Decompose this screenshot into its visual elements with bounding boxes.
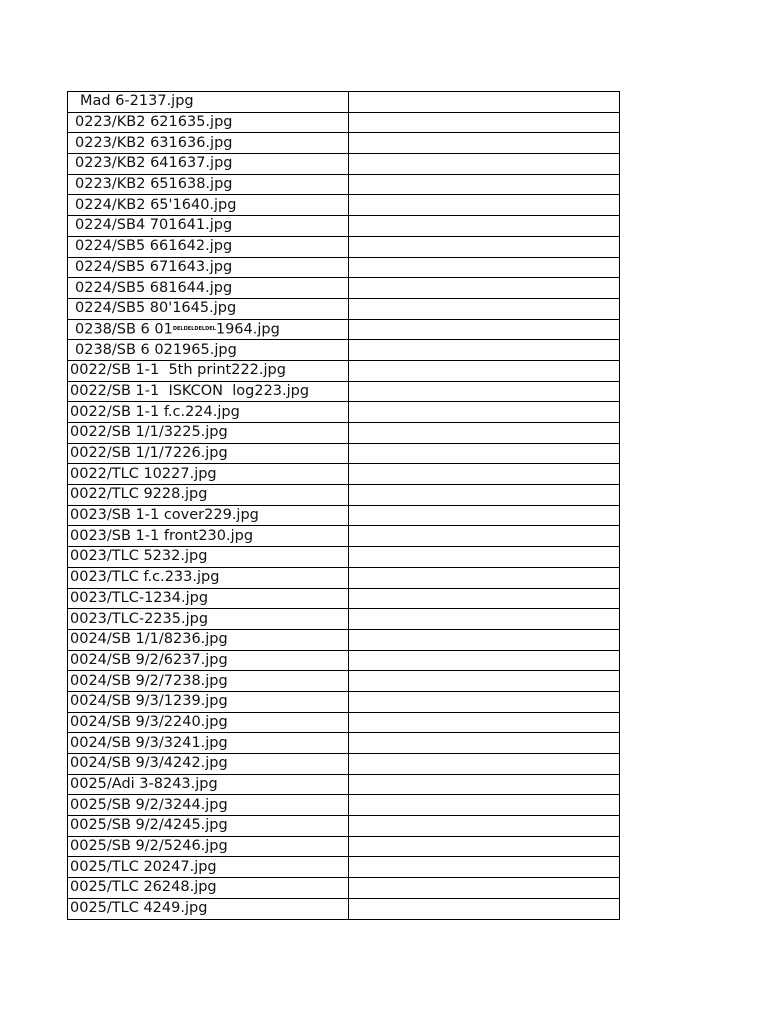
empty-cell [349, 857, 620, 878]
file-name-text: 0223/KB2 621635.jpg [75, 114, 233, 131]
file-name-text: 0022/SB 1/1/7226.jpg [70, 445, 228, 462]
table-row [68, 733, 620, 754]
file-name-text: 0025/SB 9/2/5246.jpg [70, 838, 228, 855]
file-name-text: 0023/TLC-1234.jpg [70, 589, 209, 606]
file-name-text: 0024/SB 9/3/4242.jpg [70, 755, 228, 772]
file-name-cell [68, 402, 349, 423]
file-name-text: 1964.jpg [215, 321, 280, 338]
file-name-cell [68, 443, 349, 464]
file-name-text: 0022/TLC 9228.jpg [70, 486, 208, 503]
table-row [68, 195, 620, 216]
file-name-text: 0223/KB2 641637.jpg [75, 155, 233, 172]
empty-cell [349, 278, 620, 299]
empty-cell [349, 754, 620, 775]
empty-cell [349, 443, 620, 464]
file-name-cell [68, 691, 349, 712]
file-name-cell [68, 319, 349, 340]
file-name-text: 0238/SB 6 021965.jpg [75, 341, 237, 358]
empty-cell [349, 816, 620, 837]
empty-cell [349, 588, 620, 609]
file-name-text: 0023/TLC f.c.233.jpg [70, 569, 220, 586]
file-name-cell [68, 733, 349, 754]
table-row [68, 216, 620, 237]
table-row [68, 112, 620, 133]
file-name-cell [68, 505, 349, 526]
empty-cell [349, 112, 620, 133]
file-name-text: 0023/TLC-2235.jpg [70, 610, 209, 627]
table-row [68, 857, 620, 878]
file-name-text: Mad 6-2137.jpg [80, 93, 194, 110]
file-name-text: 0022/SB 1-1 5th print222.jpg [70, 362, 286, 379]
file-name-text: 0025/SB 9/2/4245.jpg [70, 817, 228, 834]
file-name-cell [68, 629, 349, 650]
table-row [68, 629, 620, 650]
file-name-cell [68, 567, 349, 588]
table-row [68, 485, 620, 506]
empty-cell [349, 485, 620, 506]
empty-cell [349, 257, 620, 278]
file-name-text: 0022/SB 1/1/3225.jpg [70, 424, 228, 441]
file-name-cell [68, 298, 349, 319]
file-name-cell [68, 278, 349, 299]
empty-cell [349, 402, 620, 423]
file-name-text: 0024/SB 9/3/2240.jpg [70, 713, 228, 730]
table-row [68, 816, 620, 837]
file-name-text: 0022/SB 1-1 ISKCON log223.jpg [70, 382, 310, 399]
empty-cell [349, 836, 620, 857]
table-row [68, 712, 620, 733]
file-name-cell [68, 112, 349, 133]
table-row [68, 133, 620, 154]
file-name-cell [68, 174, 349, 195]
file-name-cell [68, 236, 349, 257]
empty-cell [349, 547, 620, 568]
file-name-cell [68, 795, 349, 816]
table-row [68, 340, 620, 361]
file-name-text: 0025/TLC 4249.jpg [70, 900, 208, 917]
table-row [68, 671, 620, 692]
empty-cell [349, 712, 620, 733]
empty-cell [349, 733, 620, 754]
file-name-text: 0024/SB 9/2/6237.jpg [70, 651, 228, 668]
empty-cell [349, 464, 620, 485]
empty-cell [349, 629, 620, 650]
empty-cell [349, 423, 620, 444]
empty-cell [349, 298, 620, 319]
empty-cell [349, 526, 620, 547]
file-name-cell [68, 712, 349, 733]
empty-cell [349, 174, 620, 195]
table-row [68, 691, 620, 712]
file-name-cell [68, 340, 349, 361]
empty-cell [349, 236, 620, 257]
table-row [68, 774, 620, 795]
file-name-text: 0024/SB 1/1/8236.jpg [70, 631, 228, 648]
table-row [68, 567, 620, 588]
table-row [68, 236, 620, 257]
table-row [68, 505, 620, 526]
file-name-cell [68, 526, 349, 547]
file-name-cell [68, 195, 349, 216]
table-row [68, 526, 620, 547]
table-row [68, 154, 620, 175]
table-row [68, 298, 620, 319]
file-name-cell [68, 381, 349, 402]
file-name-cell [68, 92, 349, 113]
file-name-text: 0223/KB2 631636.jpg [75, 134, 233, 151]
file-name-text: 0024/SB 9/3/3241.jpg [70, 734, 228, 751]
table-row [68, 464, 620, 485]
empty-cell [349, 774, 620, 795]
empty-cell [349, 505, 620, 526]
empty-cell [349, 92, 620, 113]
file-list-table [67, 91, 620, 920]
file-name-text: 0024/SB 9/3/1239.jpg [70, 693, 228, 710]
empty-cell [349, 340, 620, 361]
table-row [68, 360, 620, 381]
file-name-cell [68, 609, 349, 630]
file-name-text: 0224/SB5 681644.jpg [75, 279, 233, 296]
file-name-cell [68, 547, 349, 568]
file-name-cell [68, 774, 349, 795]
empty-cell [349, 381, 620, 402]
table-row [68, 174, 620, 195]
file-name-cell [68, 878, 349, 899]
file-name-cell [68, 898, 349, 919]
file-name-text: 0224/SB5 80'1645.jpg [75, 300, 237, 317]
file-name-text: 0224/SB5 661642.jpg [75, 238, 233, 255]
empty-cell [349, 195, 620, 216]
file-name-cell [68, 754, 349, 775]
table-row [68, 878, 620, 899]
file-list-body [68, 92, 620, 920]
table-row [68, 92, 620, 113]
file-name-cell [68, 133, 349, 154]
file-name-text: 0022/SB 1-1 f.c.224.jpg [70, 403, 240, 420]
file-name-cell [68, 588, 349, 609]
empty-cell [349, 878, 620, 899]
file-name-text: 0025/SB 9/2/3244.jpg [70, 796, 228, 813]
empty-cell [349, 650, 620, 671]
file-name-cell [68, 464, 349, 485]
empty-cell [349, 567, 620, 588]
empty-cell [349, 154, 620, 175]
file-name-text: 0025/TLC 20247.jpg [70, 858, 217, 875]
file-name-text: 0023/SB 1-1 front230.jpg [70, 527, 254, 544]
table-row [68, 257, 620, 278]
file-name-text: 0024/SB 9/2/7238.jpg [70, 672, 228, 689]
file-name-cell [68, 650, 349, 671]
table-row [68, 402, 620, 423]
file-name-cell [68, 257, 349, 278]
file-name-cell [68, 423, 349, 444]
table-row [68, 898, 620, 919]
file-name-text: 0223/KB2 651638.jpg [75, 176, 233, 193]
file-name-text: 0023/TLC 5232.jpg [70, 548, 208, 565]
file-name-text: 0023/SB 1-1 cover229.jpg [70, 507, 259, 524]
file-name-cell [68, 216, 349, 237]
file-name-text: 0224/SB4 701641.jpg [75, 217, 233, 234]
table-row [68, 381, 620, 402]
table-row [68, 609, 620, 630]
table-row [68, 319, 620, 340]
table-row [68, 443, 620, 464]
small-marker-text: DELDELDELDEL [172, 325, 216, 332]
file-name-cell [68, 816, 349, 837]
empty-cell [349, 691, 620, 712]
file-name-cell [68, 360, 349, 381]
table-row [68, 547, 620, 568]
empty-cell [349, 133, 620, 154]
table-row [68, 795, 620, 816]
table-row [68, 423, 620, 444]
empty-cell [349, 216, 620, 237]
empty-cell [349, 898, 620, 919]
table-row [68, 836, 620, 857]
file-name-cell [68, 671, 349, 692]
empty-cell [349, 360, 620, 381]
file-name-text: 0224/KB2 65'1640.jpg [75, 196, 237, 213]
file-name-text: 0238/SB 6 01 [75, 321, 173, 338]
empty-cell [349, 795, 620, 816]
file-name-cell [68, 154, 349, 175]
file-name-text: 0025/TLC 26248.jpg [70, 879, 217, 896]
table-row [68, 754, 620, 775]
empty-cell [349, 609, 620, 630]
empty-cell [349, 319, 620, 340]
table-row [68, 278, 620, 299]
empty-cell [349, 671, 620, 692]
table-row [68, 650, 620, 671]
file-name-cell [68, 485, 349, 506]
file-name-text: 0224/SB5 671643.jpg [75, 258, 233, 275]
file-name-cell [68, 836, 349, 857]
file-name-text: 0022/TLC 10227.jpg [70, 465, 217, 482]
file-name-cell [68, 857, 349, 878]
table-row [68, 588, 620, 609]
file-name-text: 0025/Adi 3-8243.jpg [70, 776, 218, 793]
